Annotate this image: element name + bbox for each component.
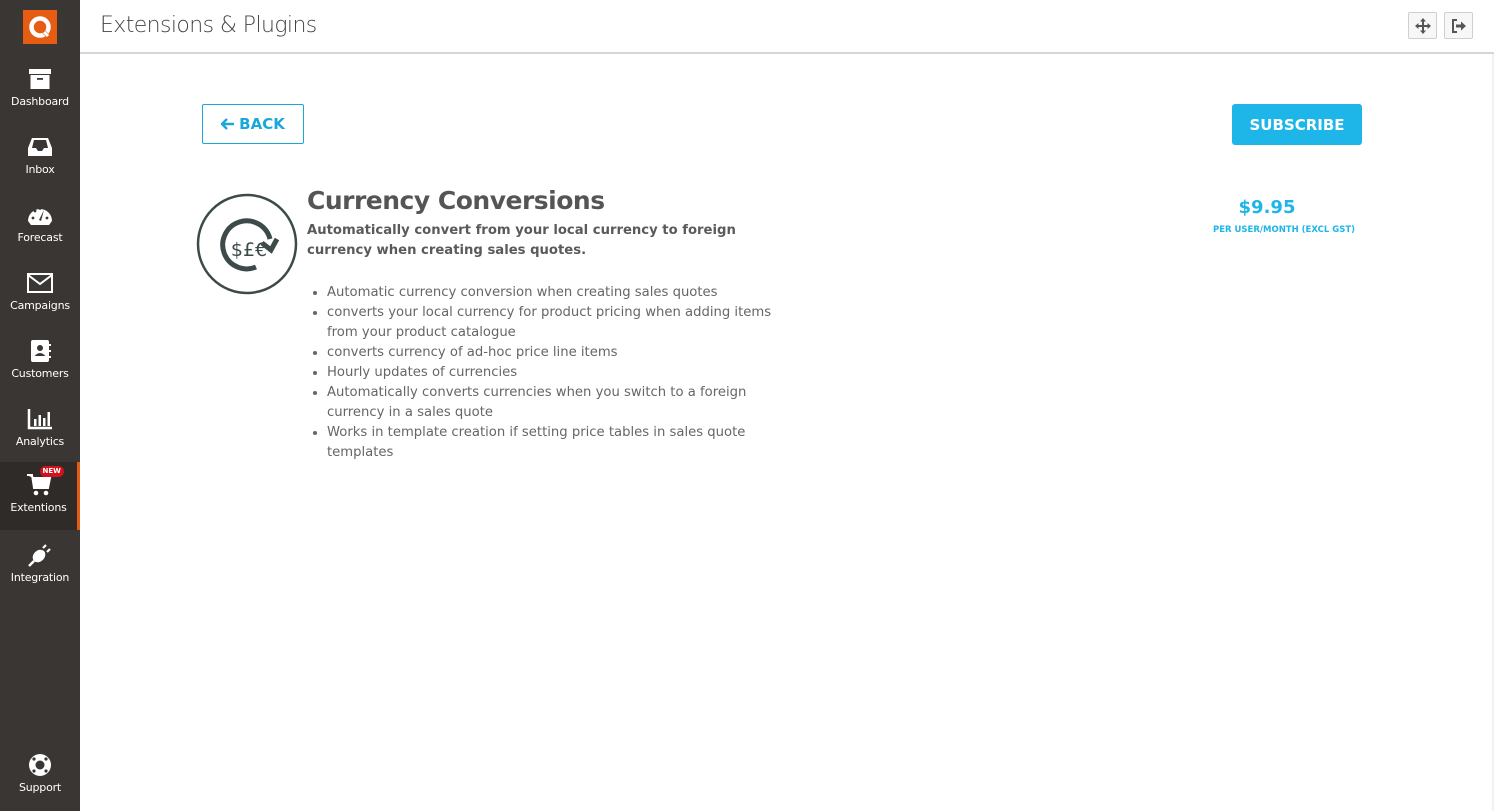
sidebar-item-dashboard[interactable]	[0, 56, 80, 124]
sidebar-item-label: Campaigns	[10, 299, 70, 312]
envelope-icon	[26, 270, 54, 296]
feature-list	[327, 283, 777, 463]
q-logo-icon	[27, 14, 53, 40]
lifebuoy-icon	[26, 752, 54, 778]
currency-conversion-icon	[196, 193, 298, 295]
page-title: Extensions & Plugins	[100, 13, 317, 38]
contact-book-icon	[26, 338, 54, 364]
list-item: Works in template creation if setting price tables in sales quote templates	[327, 423, 777, 463]
archive-icon	[26, 66, 54, 92]
price-note: PER USER/MONTH (EXCL GST)	[1212, 225, 1356, 235]
sidebar-item-customers[interactable]	[0, 328, 80, 396]
bar-chart-icon	[26, 406, 54, 432]
sidebar-item-label: Extentions	[10, 501, 67, 514]
arrow-left-icon	[221, 118, 235, 130]
sidebar-item-forecast[interactable]	[0, 192, 80, 260]
sidebar-item-analytics[interactable]	[0, 396, 80, 464]
gauge-icon	[26, 202, 54, 228]
back-button-label: BACK	[239, 115, 285, 133]
list-item: converts currency of ad-hoc price line items	[327, 343, 777, 363]
sidebar-item-label: Inbox	[25, 163, 55, 176]
sidebar-item-extentions[interactable]	[0, 462, 80, 530]
subscribe-button-label: SUBSCRIBE	[1249, 115, 1345, 134]
move-button[interactable]	[1408, 12, 1437, 39]
move-icon	[1415, 18, 1431, 34]
sidebar-item-label: Support	[18, 781, 62, 794]
extension-title: Currency Conversions	[307, 186, 605, 215]
plug-icon	[26, 542, 54, 568]
sidebar-item-label: Dashboard	[11, 95, 69, 108]
sidebar-item-support[interactable]	[0, 742, 80, 810]
logo-container	[0, 0, 80, 54]
svg-text:$£€: $£€	[230, 239, 268, 261]
back-button[interactable]	[202, 104, 304, 144]
list-item: Automatic currency conversion when creating sales quotes	[327, 283, 777, 303]
app-logo[interactable]	[23, 10, 57, 44]
inbox-icon	[26, 134, 54, 160]
sidebar-item-label: Forecast	[17, 231, 63, 244]
sidebar-item-label: Customers	[11, 367, 69, 380]
extension-description: Automatically convert from your local currency to foreign currency when creating sales quotes.	[307, 223, 736, 258]
sidebar-item-label: Analytics	[15, 435, 65, 448]
new-badge: NEW	[40, 466, 64, 477]
sign-out-icon	[1451, 19, 1467, 33]
price: $9.95	[1238, 197, 1296, 218]
top-header	[80, 0, 1494, 54]
sidebar-item-label: Integration	[10, 571, 70, 584]
sign-out-button[interactable]	[1444, 12, 1473, 39]
list-item: converts your local currency for product pricing when adding items from your product catalogue	[327, 303, 777, 343]
sidebar	[0, 0, 80, 811]
subscribe-button[interactable]	[1232, 104, 1362, 145]
sidebar-item-inbox[interactable]	[0, 124, 80, 192]
list-item: Automatically converts currencies when you switch to a foreign currency in a sales quote	[327, 383, 777, 423]
cart-icon	[25, 467, 61, 498]
list-item: Hourly updates of currencies	[327, 363, 777, 383]
sidebar-item-integration[interactable]	[0, 532, 80, 600]
sidebar-item-campaigns[interactable]	[0, 260, 80, 328]
